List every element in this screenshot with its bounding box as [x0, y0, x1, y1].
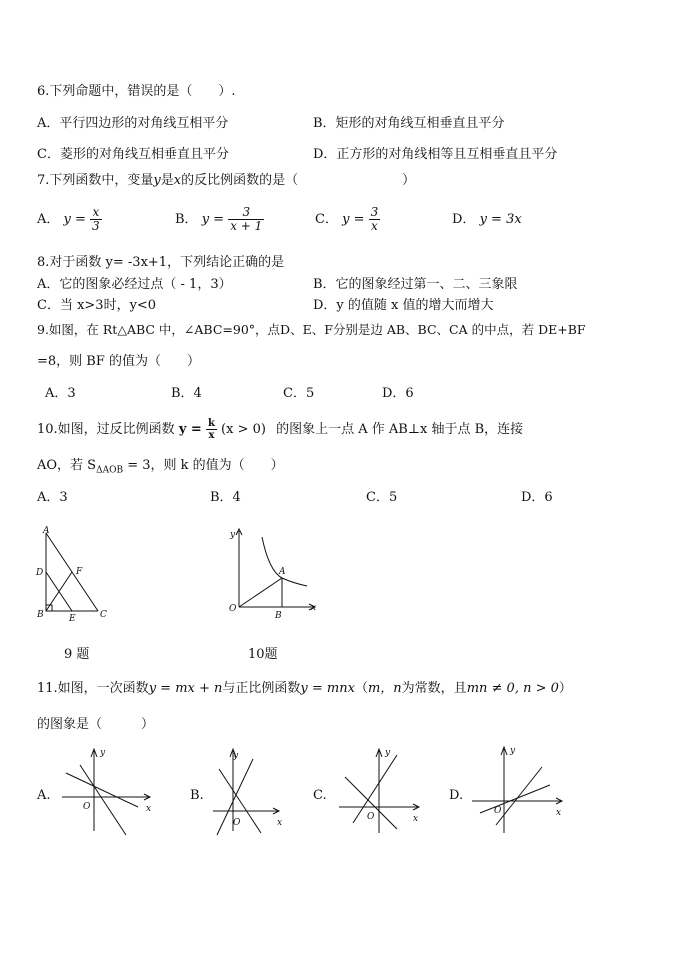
q7-c-lhs: y = [342, 212, 365, 227]
q11-c-line-2 [353, 755, 397, 823]
q11-option-c-label: C. [313, 788, 327, 803]
q11-proportional-function: y = mnx [300, 681, 355, 696]
q11-a-origin: O [83, 802, 91, 812]
q7-var-y: y [153, 173, 161, 188]
fig9-label-d: D [36, 568, 44, 578]
q11-graph-b [205, 745, 285, 835]
q7-a-lhs: y = [63, 212, 86, 227]
q10-stem-a: 10.如图，过反比例函数 [37, 422, 175, 437]
q11-stem-line1 [37, 681, 572, 697]
q7-b-lhs: y = [201, 212, 225, 227]
q11-stem-line2: 的图象是（ ） [37, 717, 155, 732]
q7-stem-b: 是 [160, 173, 174, 188]
q6-option-c: C．菱形的对角线互相垂直且平分 [37, 147, 229, 162]
q7-d-expr: y = 3x [479, 212, 522, 227]
fig10-hyperbola [262, 537, 307, 586]
fig10-label-y: y [230, 530, 236, 540]
fig9-label-e: E [69, 614, 76, 624]
q9-stem-line1: 9.如图，在 Rt△ABC 中，∠ABC=90°，点D、E、F分别是边 AB、BC、CA 的中点，若 DE+BF [37, 322, 586, 337]
q11-d-line-1 [480, 785, 550, 813]
q11-stem-a: 11.如图，一次函数 [37, 681, 149, 696]
q9-option-d: D．6 [382, 386, 414, 401]
q9-option-c: C．5 [283, 386, 315, 401]
q6-option-b: B．矩形的对角线互相垂直且平分 [313, 116, 505, 131]
q10-subscript: ΔAOB [96, 465, 124, 476]
q11-option-a-label: A. [37, 788, 51, 803]
q11-condition: mn ≠ 0, n > 0 [466, 681, 559, 696]
q7-option-a [37, 204, 102, 236]
q9-stem-line2: =8，则 BF 的值为（ ） [37, 354, 201, 369]
q11-stem-e: ） [558, 681, 572, 696]
q7-stem [37, 173, 415, 189]
q7-b-label: B． [175, 212, 198, 227]
q10-stem-2a: AO，若 S [37, 458, 97, 473]
q7-a-label: A． [37, 212, 60, 227]
q11-b-origin: O [233, 818, 241, 828]
figure-10 [225, 525, 335, 625]
q11-c-origin: O [367, 812, 375, 822]
q11-stem-d: 为常数，且 [401, 681, 467, 696]
q11-b-axis-y: y [233, 751, 239, 761]
q7-option-d [452, 212, 522, 228]
fig10-label-b: B [275, 611, 282, 621]
q7-b-den: x + 1 [230, 219, 263, 233]
q11-b-axis-x: x [277, 818, 283, 828]
q7-c-fraction [369, 206, 381, 233]
q10-option-d: D．6 [521, 490, 553, 505]
q8-option-a: A．它的图象必经过点（ - 1，3） [37, 277, 232, 292]
q11-graph-c [335, 745, 425, 835]
q8-option-c: C．当 x>3时，y<0 [37, 298, 157, 313]
q9-option-b: B．4 [171, 386, 202, 401]
q7-c-label: C． [315, 212, 338, 227]
q7-stem-a: 7.下列函数中，变量 [37, 173, 154, 188]
q11-d-axis-y: y [510, 746, 516, 756]
q11-option-d-label: D. [449, 788, 464, 803]
q11-d-origin: O [494, 806, 502, 816]
q11-graph-a [58, 745, 158, 835]
fig10-label-a: A [279, 567, 286, 577]
q7-var-x: x [173, 173, 182, 188]
q7-d-label: D． [452, 212, 476, 227]
q11-graph-d [470, 745, 570, 835]
q6-option-d: D．正方形的对角线相等且互相垂直且平分 [313, 147, 558, 162]
q9-option-a: A．3 [45, 386, 76, 401]
q7-a-den: 3 [92, 219, 100, 233]
q10-fraction [206, 418, 217, 441]
figure-9 [30, 525, 120, 635]
q7-b-fraction [228, 206, 264, 233]
q11-a-axis-y: y [100, 748, 106, 758]
q8-stem: 8.对于函数 y= -3x+1，下列结论正确的是 [37, 255, 285, 270]
fig9-label-c: C [100, 610, 107, 620]
q7-a-num: x [90, 206, 102, 220]
q6-option-a: A．平行四边形的对角线互相平分 [37, 116, 229, 131]
q7-c-den: x [371, 219, 378, 233]
q10-option-c: C．5 [366, 490, 398, 505]
q10-xden: x [208, 430, 215, 441]
q8-option-b: B．它的图象经过第一、二、三象限 [313, 277, 518, 292]
q11-a-axis-x: x [146, 804, 152, 814]
fig10-label-o: O [229, 604, 237, 614]
q11-d-axis-x: x [556, 808, 562, 818]
q11-linear-function: y = mx + n [148, 681, 223, 696]
q11-stem-c: （ [354, 681, 368, 696]
q11-mn: m，n [367, 681, 402, 696]
q10-option-a: A．3 [37, 490, 68, 505]
fig9-caption: 9 题 [64, 647, 90, 662]
fig9-label-f: F [76, 567, 83, 577]
fig9-label-a: A [43, 526, 50, 536]
q11-c-axis-x: x [413, 814, 419, 824]
q10-stem-line2 [37, 458, 284, 479]
q7-option-b [175, 204, 264, 236]
q10-stem-2b: = 3，则 k 的值为（ ） [123, 458, 284, 473]
q10-k: k [207, 418, 215, 429]
q11-a-line-1 [66, 773, 138, 807]
q6-stem: 6.下列命题中，错误的是（ ）. [37, 84, 236, 99]
q7-a-fraction [90, 206, 102, 233]
q11-c-axis-y: y [385, 748, 391, 758]
q10-stem-b: 的图象上一点 A 作 AB⊥x 轴于点 B，连接 [276, 422, 524, 437]
q7-b-num: 3 [228, 206, 264, 220]
q7-c-num: 3 [370, 205, 379, 219]
fig10-label-x: x [311, 603, 317, 613]
q7-stem-c: 的反比例函数的是（ ） [181, 173, 416, 188]
fig10-segment-ao [239, 578, 282, 607]
fig10-caption: 10题 [248, 647, 278, 662]
fig9-label-b: B [37, 610, 44, 620]
q7-option-c [315, 204, 380, 236]
q10-y-eq: y = [178, 422, 202, 437]
q11-d-line-2 [496, 767, 542, 825]
q11-stem-b: 与正比例函数 [222, 681, 301, 696]
q11-a-line-2 [80, 765, 126, 835]
q10-stem-line1 [37, 415, 523, 445]
q10-option-b: B．4 [210, 490, 241, 505]
q10-condition: (x > 0) [221, 422, 266, 437]
q8-option-d: D．y 的值随 x 值的增大而增大 [313, 298, 494, 313]
q11-option-b-label: B. [190, 788, 204, 803]
